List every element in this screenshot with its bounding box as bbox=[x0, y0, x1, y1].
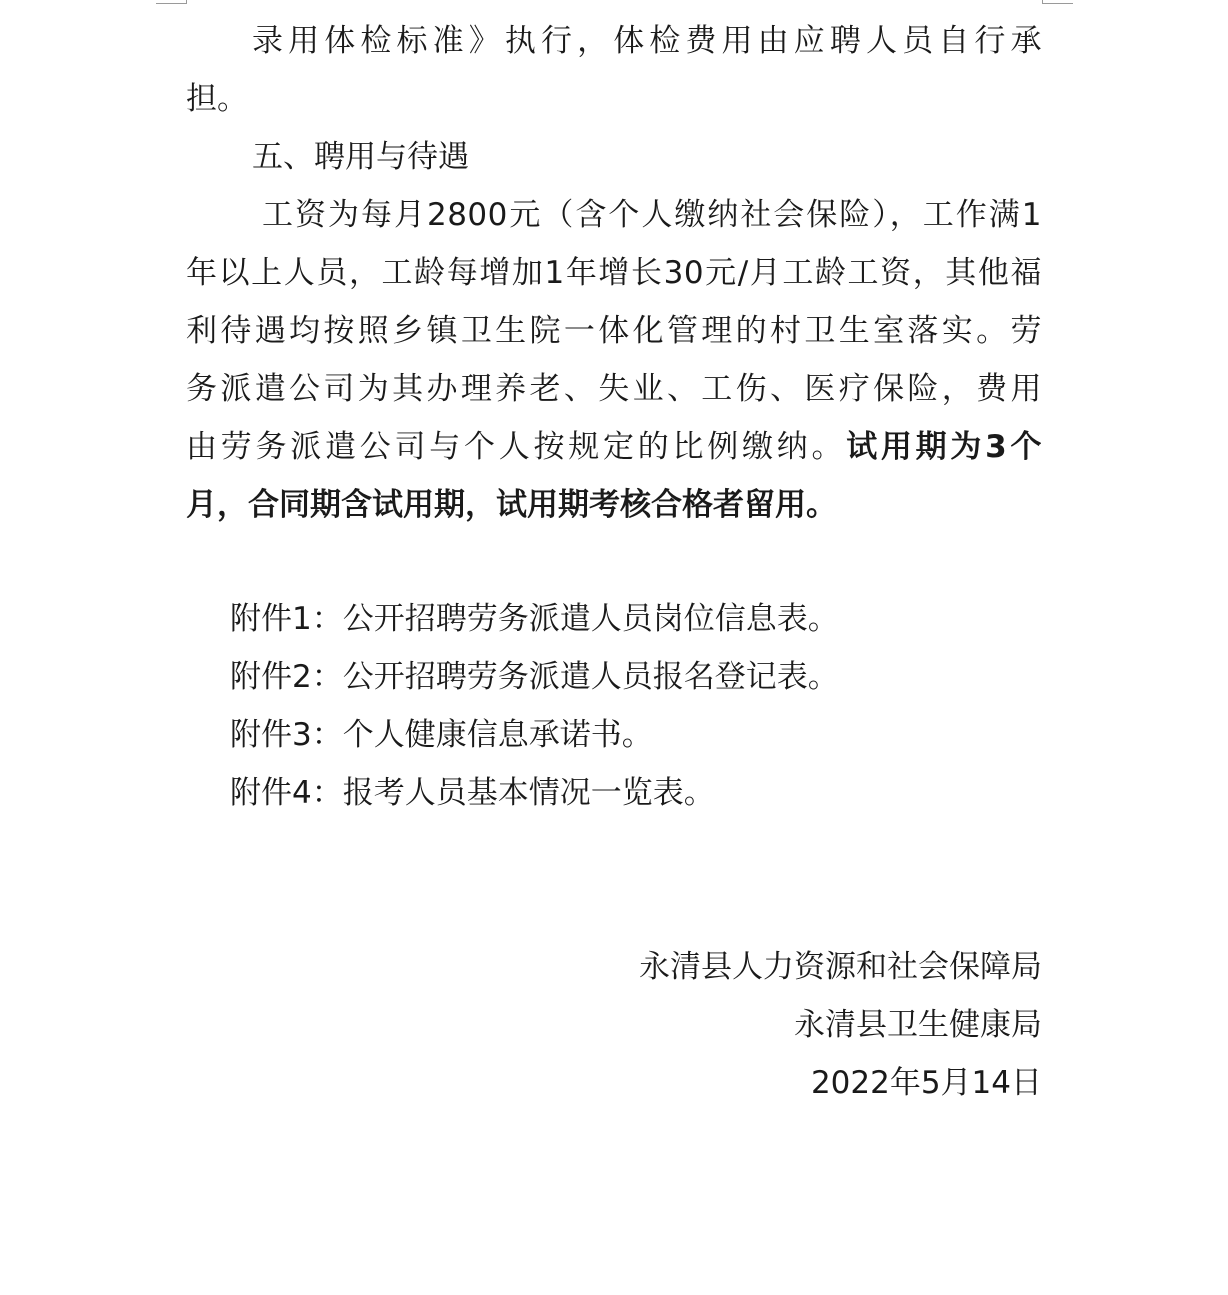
section5-line4: 务派遣公司为其办理养老、失业、工伤、医疗保险，费用 bbox=[186, 371, 1042, 407]
page-corner-mark-right bbox=[1042, 0, 1073, 4]
document-page bbox=[186, 12, 1042, 1112]
section5-line5-bold: 试用期为3个 bbox=[846, 429, 1042, 465]
attachment-4: 附件4：报考人员基本情况一览表。 bbox=[230, 775, 715, 811]
signature-org1: 永清县人力资源和社会保障局 bbox=[639, 949, 1042, 985]
section5-line3: 利待遇均按照乡镇卫生院一体化管理的村卫生室落实。劳 bbox=[186, 313, 1042, 349]
section5-line5 bbox=[186, 418, 1042, 476]
section5-line1: 工资为每月2800元（含个人缴纳社会保险），工作满1 bbox=[262, 197, 1042, 233]
section5-line2: 年以上人员，工龄每增加1年增长30元/月工龄工资，其他福 bbox=[186, 255, 1042, 291]
section4-tail-line1: 录用体检标准》执行，体检费用由应聘人员自行承 bbox=[252, 23, 1042, 59]
attachment-3: 附件3：个人健康信息承诺书。 bbox=[230, 717, 653, 753]
signature-org2: 永清县卫生健康局 bbox=[794, 1007, 1042, 1043]
signature-date: 2022年5月14日 bbox=[810, 1065, 1042, 1101]
attachment-1: 附件1：公开招聘劳务派遣人员岗位信息表。 bbox=[230, 601, 839, 637]
page-corner-mark-left bbox=[156, 0, 187, 4]
attachment-2: 附件2：公开招聘劳务派遣人员报名登记表。 bbox=[230, 659, 839, 695]
section5-line5-normal: 由劳务派遣公司与个人按规定的比例缴纳。 bbox=[186, 429, 847, 465]
section4-tail-line2: 担。 bbox=[186, 81, 248, 117]
section5-line6-bold: 月，合同期含试用期，试用期考核合格者留用。 bbox=[186, 487, 837, 523]
section5-heading: 五、聘用与待遇 bbox=[252, 139, 469, 175]
